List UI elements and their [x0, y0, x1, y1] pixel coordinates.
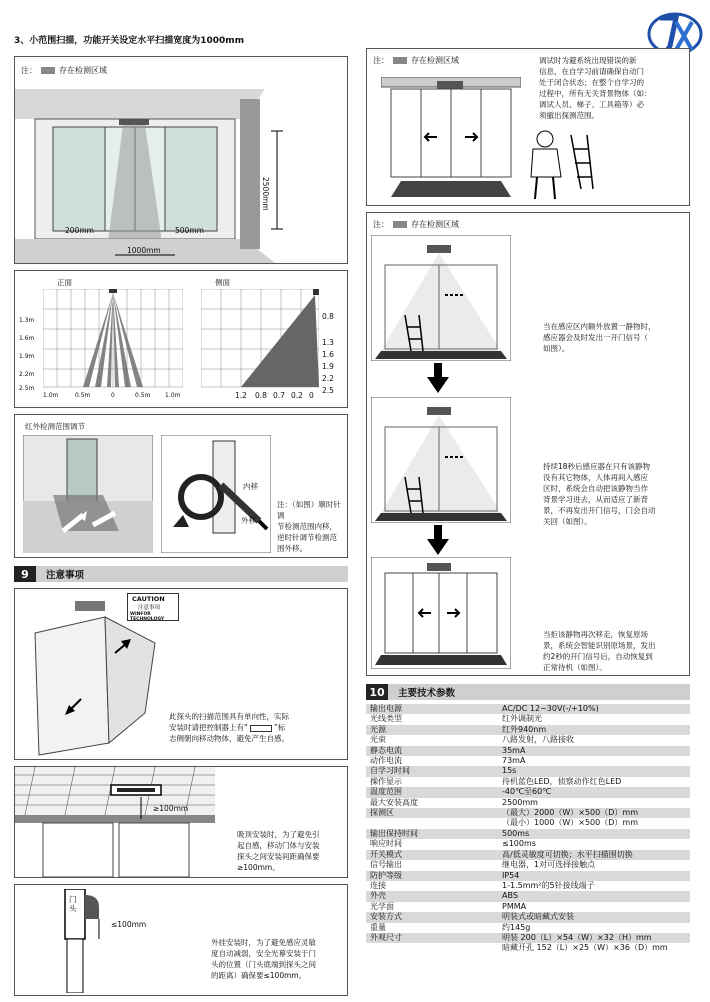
spec-value: AC/DC 12~30V(-/+10%): [498, 704, 690, 714]
after18s-line: 景，不再发出开门信号，门会自动: [543, 506, 656, 515]
technician-illustration: [527, 129, 597, 201]
ceiling-note-line: 起自感，移动门体与安装: [237, 841, 320, 850]
spec-value: 八路发射，八路接收: [498, 735, 690, 745]
section-9-title: 注意事项: [46, 570, 85, 581]
side-x-tick-1: 1.2: [235, 391, 247, 400]
ceiling-mount-illustration: [15, 767, 215, 877]
dim-500: 500mm: [175, 226, 204, 235]
direction-note-line: [169, 722, 345, 733]
spec-value: ≤100ms: [498, 839, 690, 849]
spec-row: [366, 860, 690, 870]
legend-note: 注：: [21, 66, 37, 75]
spec-value: 15s: [498, 766, 690, 776]
front-y-tick-2: 1.6m: [19, 335, 35, 342]
self-learn-note: [539, 55, 687, 121]
spec-value: （最大）2000（W）×500（D）mm: [498, 808, 690, 818]
learn-note-line: 调试时为避系统出现错误的新: [539, 56, 637, 65]
spec-value: 2500mm: [498, 798, 690, 808]
legend-swatch: [393, 221, 407, 228]
spec-key: 连接: [366, 881, 498, 891]
learn-note-line: 过程中，所有无关背景物体（如：: [539, 89, 652, 98]
spec-row: [366, 735, 690, 745]
spec-key: 光源: [366, 725, 498, 735]
outer-note-line: 外挂安装时，为了避免感应灵敏: [211, 938, 316, 947]
remove-note-line: 景，系统会智能识别原场景，发出: [543, 641, 656, 650]
legend-2: [373, 55, 459, 66]
spec-row: [366, 746, 690, 756]
spec-value: 继电器，1对可选择接触点: [498, 860, 690, 870]
spec-value: -40℃至60℃: [498, 787, 690, 797]
after18s-line: 区时，系统会自动把该静物当作: [543, 484, 648, 493]
spec-key: 安装方式: [366, 912, 498, 922]
scan-pattern-panel: [14, 270, 348, 408]
side-label: 侧面: [215, 278, 230, 287]
side-pattern-chart: [201, 289, 319, 389]
learn-note-line: 须撤出探测范围。: [539, 111, 599, 120]
front-x-tick-4: 0.5m: [135, 392, 151, 399]
legend-note: 注：: [373, 220, 389, 229]
self-learn-panel: [366, 48, 690, 206]
learn-note-line: 信息，在自学习前请确保自动门: [539, 67, 644, 76]
adjust-screw-illustration: [161, 435, 271, 553]
after18s-line: 关回（如图）。: [543, 517, 592, 526]
spec-row: [366, 839, 690, 849]
spec-value: 待机蓝色LED，侦察动作红色LED: [498, 777, 690, 787]
spec-key: 最大安装高度: [366, 798, 498, 808]
spec-value: 35mA: [498, 746, 690, 756]
legend: [21, 65, 107, 76]
spec-key: 动作电流: [366, 756, 498, 766]
caution-sub: 注意事项: [138, 605, 161, 611]
outer-note-line: 头的位置（门头底端到探头之间: [211, 960, 316, 969]
front-label: 正面: [57, 278, 72, 287]
side-x-tick-2: 0.8: [255, 391, 267, 400]
spec-key: 外壳: [366, 891, 498, 901]
spec-key: 防护等级: [366, 871, 498, 881]
outer-note-line: 度自动减弱，安全光幕安装于门: [211, 949, 316, 958]
step-restore-illustration: [371, 557, 511, 669]
side-y-tick-2: 1.3: [322, 338, 334, 347]
ceiling-note-line: 探头之间安装间距确保要: [237, 852, 320, 861]
spec-key: 重量: [366, 923, 498, 933]
front-pattern-chart: [43, 289, 183, 389]
front-y-tick-3: 1.9m: [19, 353, 35, 360]
direction-caution-panel: [14, 588, 348, 760]
legend-swatch: [393, 57, 407, 64]
legend-swatch: [41, 67, 55, 74]
ceiling-gap-label: ≥100mm: [153, 804, 189, 813]
spec-value: （最小）1000（W）×500（D）mm: [498, 818, 690, 828]
dim-height: 2500mm: [261, 177, 270, 211]
static-object-note: [543, 321, 689, 354]
direction-symbol-icon: [250, 725, 272, 732]
spec-row: [366, 850, 690, 860]
outer-gap-label: ≤100mm: [111, 920, 147, 929]
caution-label-box: [127, 593, 179, 621]
spec-value: 明装式或暗藏式安装: [498, 912, 690, 922]
outer-mount-note: [211, 937, 347, 981]
spec-row: [366, 829, 690, 839]
spec-key: 输出电源: [366, 704, 498, 714]
ir-adjust-panel: [14, 414, 348, 558]
spec-row: [366, 881, 690, 891]
legend-label: 存在检测区域: [411, 220, 459, 229]
spec-key: 静态电流: [366, 746, 498, 756]
spec-key: 温度范围: [366, 787, 498, 797]
spec-row: [366, 923, 690, 933]
caution-text: CAUTION: [132, 595, 165, 603]
outer-note-line: 的距离）确保要≤100mm。: [211, 971, 307, 980]
front-y-tick-5: 2.5m: [19, 385, 35, 392]
spec-key: 光学面: [366, 902, 498, 912]
front-x-tick-3: 0: [111, 392, 115, 399]
front-y-tick-4: 2.2m: [19, 371, 35, 378]
spec-value: IP54: [498, 871, 690, 881]
spec-value: 高/低灵敏度可切换；水平扫描围切换: [498, 850, 690, 860]
static-note-line: 如图）。: [543, 344, 570, 353]
side-x-tick-4: 0.2: [291, 391, 303, 400]
section-10-number: 10: [366, 684, 388, 700]
ir-outer-label: 外移: [241, 516, 256, 525]
side-x-tick-5: 0: [309, 391, 314, 400]
spec-key: 开关模式: [366, 850, 498, 860]
spec-row: [366, 871, 690, 881]
side-y-tick-3: 1.6: [322, 350, 334, 359]
ir-inner-label: 内移: [243, 482, 258, 491]
direction-note-line: 志侧朝向移动物体，避免产生自感。: [169, 734, 289, 743]
front-x-tick-5: 1.0m: [165, 392, 181, 399]
ir-adjust-title: 红外检测范围调节: [25, 422, 85, 431]
after18s-line: 背景学习进去，从而适应了新背: [543, 495, 648, 504]
after18s-line: 没有其它物体，人体再间入感应: [543, 473, 648, 482]
spec-row: [366, 902, 690, 912]
side-y-tick-6: 2.5: [322, 386, 334, 395]
direction-note-text: ”标: [273, 723, 286, 732]
ir-note-line: 注：（如图）顺时针调: [277, 500, 341, 520]
ir-note-line: 节检测范围内移，: [277, 522, 337, 531]
spec-row: [366, 725, 690, 735]
learning-sequence-panel: [366, 212, 690, 676]
front-x-tick-1: 1.0m: [43, 392, 59, 399]
outer-mount-panel: [14, 884, 348, 996]
scan-area-panel: [14, 56, 348, 264]
ceiling-note-line: 吸顶安装时，为了避免引: [237, 830, 320, 839]
spec-row: [366, 756, 690, 766]
ceiling-note: [237, 829, 347, 873]
after18s-line: 持续18秒后感应器在只有该静物: [543, 462, 651, 471]
caution-brand: WINFOR TECHNOLOGY: [130, 612, 165, 622]
spec-key: 外观尺寸: [366, 933, 498, 943]
spec-value: ABS: [498, 891, 690, 901]
legend-note: 注：: [373, 56, 389, 65]
door-closed-illustration: [381, 77, 521, 201]
legend-label: 存在检测区域: [59, 66, 107, 75]
learn-note-line: 调试人员、梯子、工具箱等）必: [539, 100, 644, 109]
side-x-tick-3: 0.7: [273, 391, 285, 400]
spec-key: 探测区: [366, 808, 498, 818]
spec-key: 操作显示: [366, 777, 498, 787]
dim-1000: 1000mm: [127, 246, 161, 255]
side-y-tick-5: 2.2: [322, 374, 334, 383]
remove-note-line: 当拒该静物再次移走，恢复原场: [543, 630, 648, 639]
remove-object-note: [543, 629, 689, 673]
direction-note: [169, 711, 345, 744]
legend-label: 存在检测区域: [411, 56, 459, 65]
spec-row: [366, 933, 690, 943]
ir-adjust-note: [277, 499, 347, 554]
legend-3: [373, 219, 459, 230]
learn-note-line: 处于闭合状态；在整个自学习的: [539, 78, 644, 87]
direction-note-text: 安装时请把控制器上有“: [169, 723, 248, 732]
static-note-line: 感应器会及时发出一开门信号（: [543, 333, 648, 342]
remove-note-line: 正常待机（如图）。: [543, 663, 607, 672]
door-head-label: 门头: [69, 895, 77, 913]
after-18s-note: [543, 461, 689, 527]
ir-note-line: 围外移。: [277, 544, 307, 553]
ceiling-mount-panel: [14, 766, 348, 878]
side-y-tick-4: 1.9: [322, 362, 334, 371]
spec-key: [366, 818, 498, 828]
spec-row: [366, 891, 690, 901]
spec-key: 信号输出: [366, 860, 498, 870]
down-arrow-icon: [427, 363, 449, 393]
spec-value: 明装 200（L）×54（W）×32（H）mm: [498, 933, 690, 943]
spec-key: 光线类型: [366, 714, 498, 724]
spec-value: 红外940nm: [498, 725, 690, 735]
spec-row: [366, 714, 690, 724]
section-10-title: 主要技术参数: [398, 688, 456, 699]
ceiling-note-line: ≥100mm。: [237, 863, 280, 872]
section-10-header: [366, 684, 690, 700]
spec-value: 暗藏开孔 152（L）×25（W）×36（D）mm: [498, 943, 690, 953]
spec-value: PMMA: [498, 902, 690, 912]
spec-value: 红外调制光: [498, 714, 690, 724]
side-y-tick-1: 0.8: [322, 312, 334, 321]
remove-note-line: 约2秒的开门信号后，自动恢复到: [543, 652, 653, 661]
spec-row: [366, 704, 690, 714]
front-y-tick-1: 1.3m: [19, 317, 35, 324]
dim-200: 200mm: [65, 226, 94, 235]
spec-value: 约145g: [498, 923, 690, 933]
spec-value: 500ms: [498, 829, 690, 839]
section-9-header: [14, 566, 348, 582]
spec-row: [366, 912, 690, 922]
step-learn-background-illustration: [371, 397, 511, 523]
spec-row: [366, 943, 690, 953]
spec-row: [366, 777, 690, 787]
spec-value: 1-1.5mm²的5针接线端子: [498, 881, 690, 891]
direction-note-line: 此探头的扫描范围具有单向性，实际: [169, 712, 289, 721]
step-static-object-illustration: [371, 235, 511, 361]
spec-key: [366, 943, 498, 953]
spec-row: [366, 808, 690, 818]
spec-row: [366, 818, 690, 828]
spec-value: 73mA: [498, 756, 690, 766]
static-note-line: 当在感应区内额外放置一静物时，: [543, 322, 656, 331]
ir-note-line: 逆时针调节检测范: [277, 533, 337, 542]
spec-key: 输出保持时间: [366, 829, 498, 839]
spec-key: 自学习时间: [366, 766, 498, 776]
section-9-number: 9: [14, 566, 36, 582]
top-heading: 3、小范围扫描，功能开关设定水平扫描宽度为1000mm: [14, 36, 245, 46]
spec-key: 光束: [366, 735, 498, 745]
down-arrow-icon: [427, 525, 449, 555]
spec-row: [366, 787, 690, 797]
spec-table: [366, 704, 690, 954]
spec-row: [366, 798, 690, 808]
spec-key: 响应时间: [366, 839, 498, 849]
front-x-tick-2: 0.5m: [75, 392, 91, 399]
ir-floor-illustration: [23, 435, 153, 553]
spec-row: [366, 766, 690, 776]
outer-mount-illustration: [55, 889, 115, 993]
